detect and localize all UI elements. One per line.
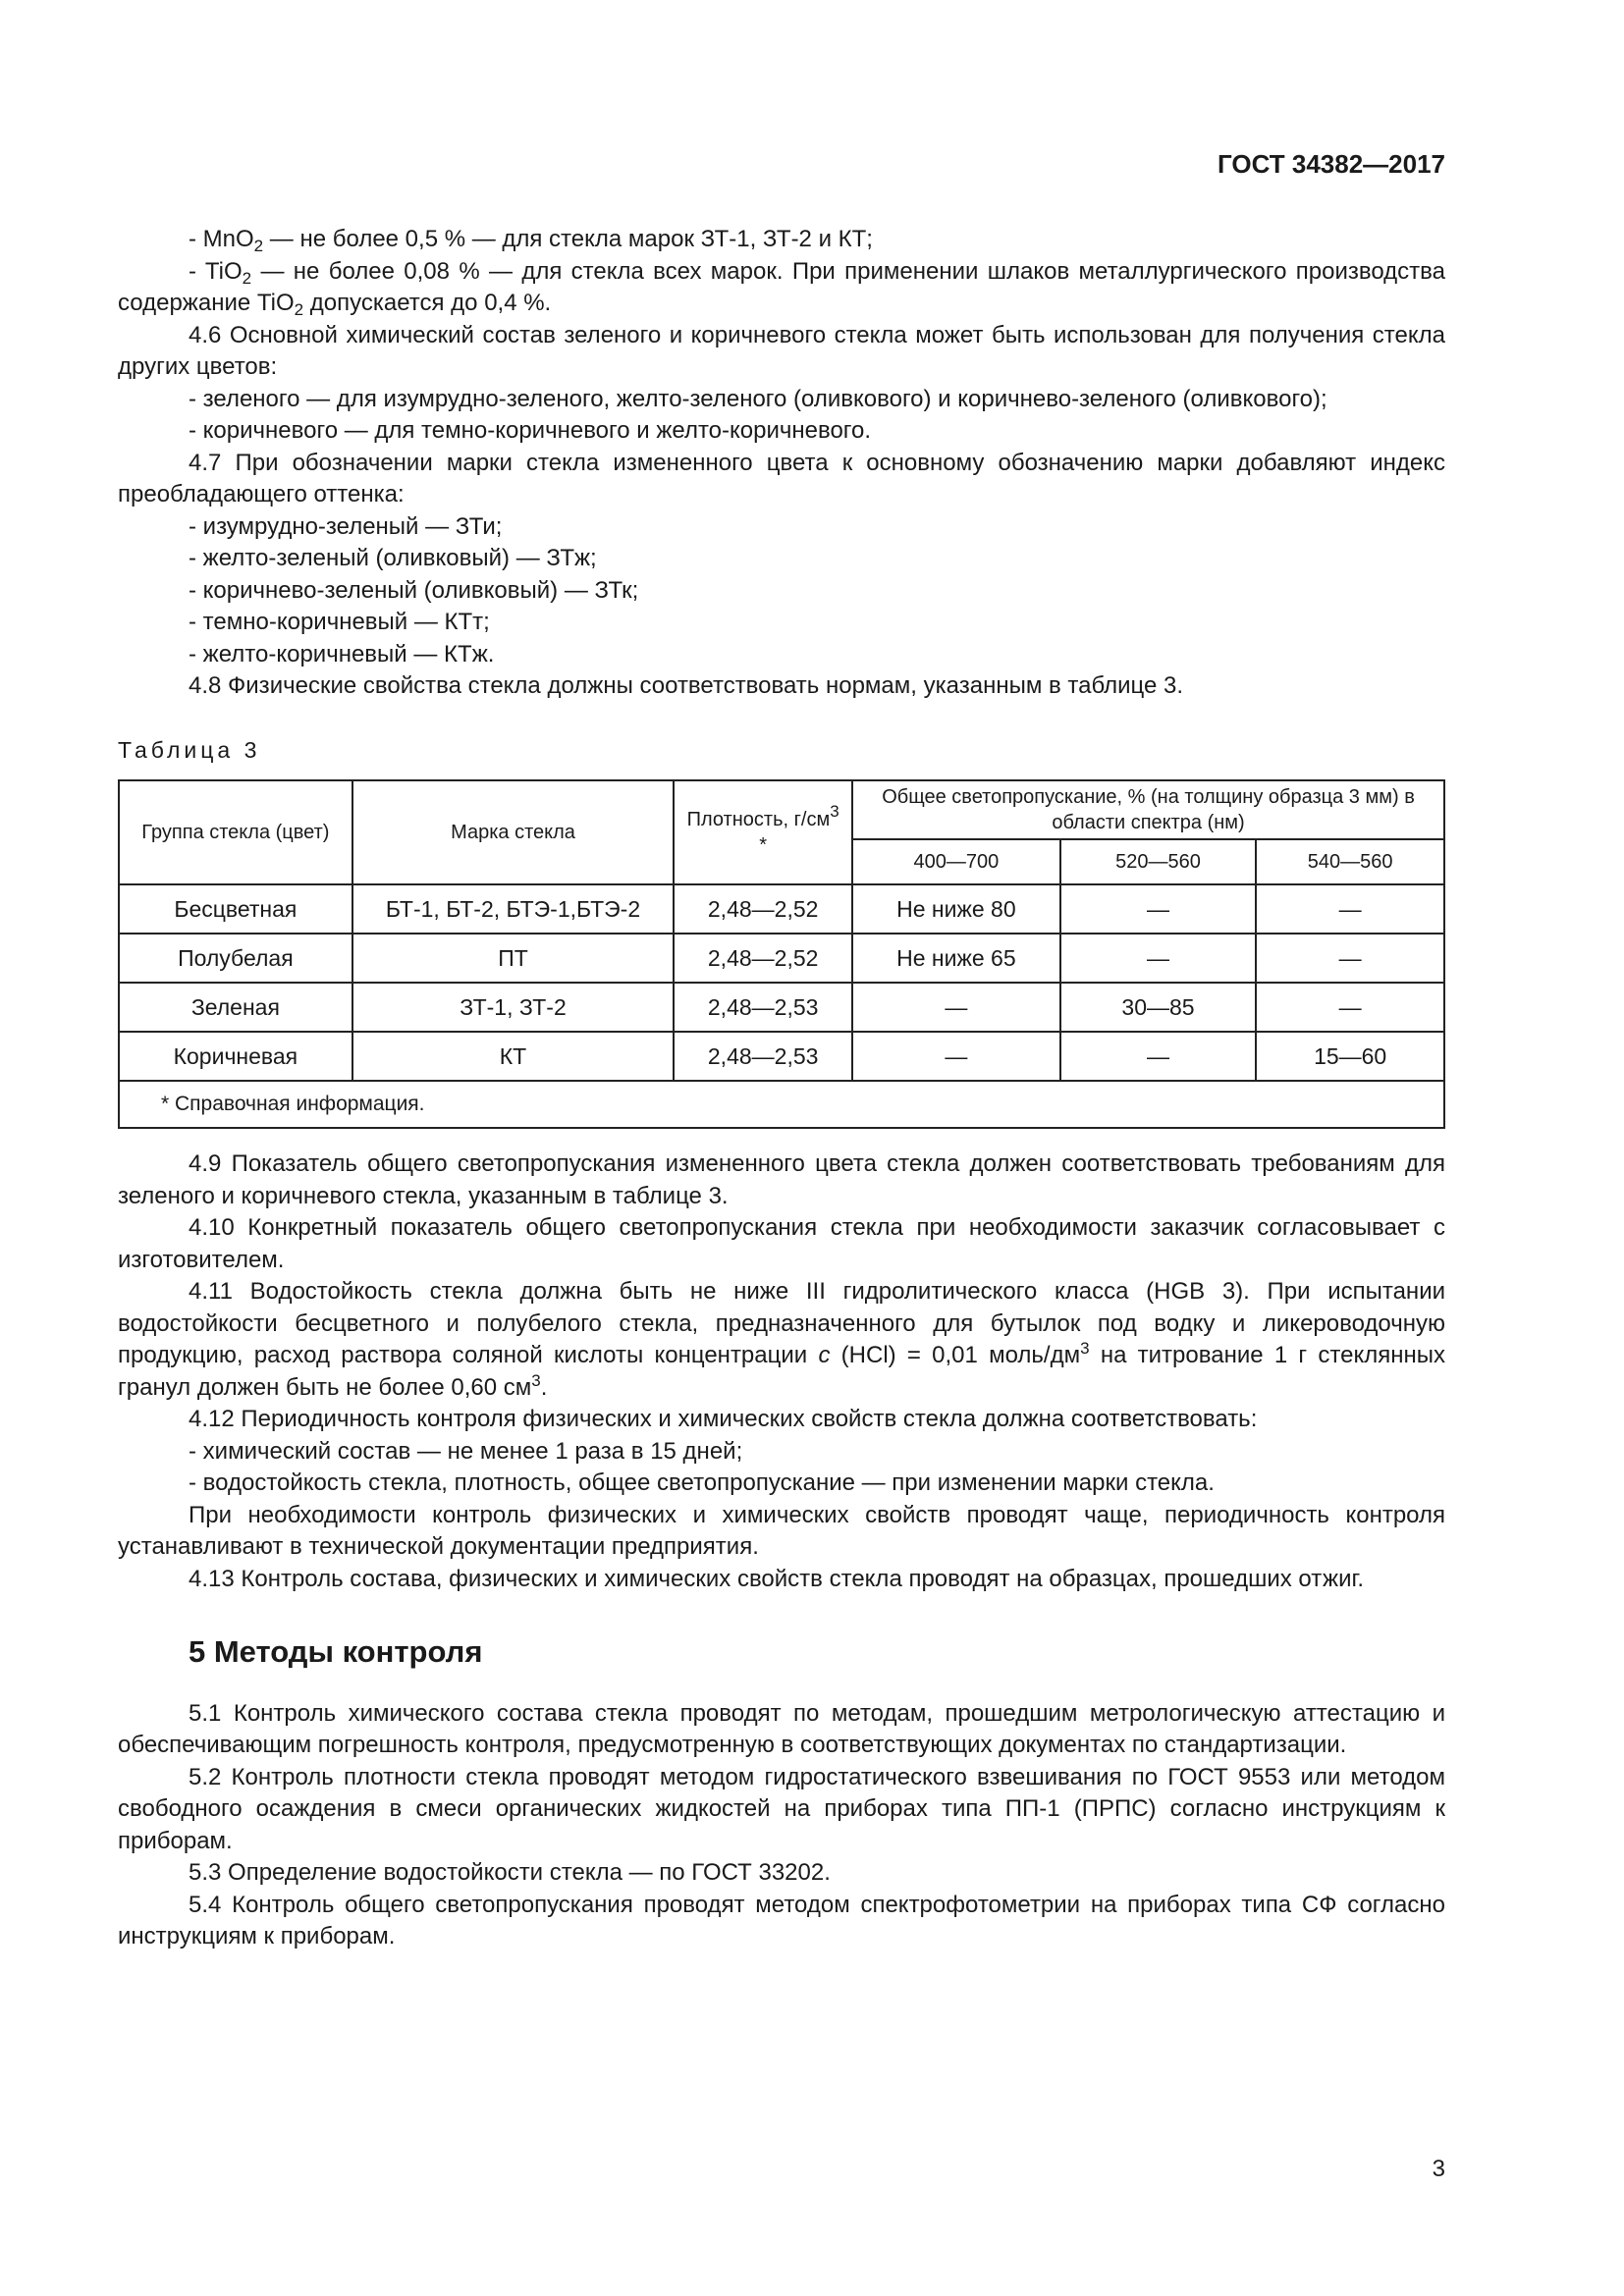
list-item: - коричневого — для темно-коричневого и желто-коричневого.: [189, 417, 872, 444]
table-3: [118, 779, 1445, 1129]
paragraph-4-11: 4.11 Водостойкость стекла должна быть не ниже III гидролитического класса (HGB 3). При испытании водостойкости бесцветного и полубелого стекла, предназначенного для бутылок под водку и ликероводочную продукцию, расход раствора соляной кислоты концентрации с (HCl) = 0,01 моль/$дм^3$ на титрование 1 г стеклянных гранул должен быть не более 0,60 $см^3$.: [118, 1278, 1446, 1401]
subcolumn-header: 520—560: [1060, 839, 1257, 884]
paragraph-4-6: 4.6 Основной химический состав зеленого и коричневого стекла может быть использован для получения стекла других цветов:: [118, 321, 1445, 380]
list-item: - изумрудно-зеленый — ЗТи;: [189, 512, 503, 540]
list-item: - коричнево-зеленый (оливковый) — ЗТк;: [189, 576, 639, 604]
table-row: Полубелая ПТ 2,48—2,52 Не ниже 65 — —: [119, 934, 1444, 983]
column-header-density: Плотность, $г/см^3$ *: [674, 780, 852, 884]
table-row: Коричневая КТ 2,48—2,53 — — 15—60: [119, 1032, 1444, 1081]
paragraph-5-4: 5.4 Контроль общего светопропускания проводят методом спектрофотометрии на приборах типа СФ согласно инструкциям к приборам.: [118, 1891, 1445, 1949]
list-item: - зеленого — для изумрудно-зеленого, желто-зеленого (оливкового) и коричнево-зеленого (оливкового);: [189, 385, 1327, 412]
paragraph-4-13: 4.13 Контроль состава, физических и химических свойств стекла проводят на образцах, прошедших отжиг.: [189, 1565, 1364, 1592]
paragraph-4-12: 4.12 Периодичность контроля физических и химических свойств стекла должна соответствовать:: [189, 1406, 1258, 1432]
column-header-group: Группа стекла (цвет): [119, 780, 352, 884]
table-caption: Таблица 3: [118, 736, 261, 763]
paragraph-4-8: 4.8 Физические свойства стекла должны соответствовать нормам, указанным в таблице 3.: [189, 672, 1184, 699]
list-item: - химический состав — не менее 1 раза в 15 дней;: [189, 1437, 743, 1465]
subcolumn-header: 540—560: [1256, 839, 1444, 884]
paragraph-4-9: 4.9 Показатель общего светопропускания измененного цвета стекла должен соответствовать требованиям для зеленого и коричневого стекла, указанным в таблице 3.: [118, 1150, 1445, 1209]
list-item: - водостойкость стекла, плотность, общее светопропускание — при изменении марки стекла.: [189, 1469, 1215, 1496]
tio2-item: - TiO$_2$ — не более 0,08 % — для стекла всех марок. При применении шлаков металлургического производства содержание TiO$_2$ допускается до 0,4 %.: [118, 257, 1445, 319]
subcolumn-header: 400—700: [852, 839, 1060, 884]
column-header-transmission: Общее светопропускание, % (на толщину образца 3 мм) в области спектра (нм): [852, 780, 1444, 839]
post-table-text: [118, 1148, 1445, 1953]
paragraph-5-1: 5.1 Контроль химического состава стекла проводят по методам, прошедшим метрологическую аттестацию и обеспечивающим погрешность контроля, предусмотренную в соответствующих документах по стандартизации.: [118, 1699, 1445, 1758]
column-header-mark: Марка стекла: [352, 780, 675, 884]
table-footnote-row: [119, 1081, 1444, 1128]
table-row: Зеленая ЗТ-1, ЗТ-2 2,48—2,53 — 30—85 —: [119, 983, 1444, 1032]
paragraph-5-3: 5.3 Определение водостойкости стекла — по ГОСТ 33202.: [189, 1859, 831, 1886]
paragraph-4-10: 4.10 Конкретный показатель общего светопропускания стекла при необходимости заказчик согласовывает с изготовителем.: [118, 1214, 1445, 1273]
page-number: 3: [1432, 2156, 1445, 2182]
paragraph-4-7: 4.7 При обозначении марки стекла измененного цвета к основному обозначению марки добавляют индекс преобладающего оттенка:: [118, 449, 1445, 507]
paragraph-4-12-extra: При необходимости контроль физических и химических свойств проводят чаще, периодичность контроля устанавливают в технической документации предприятия.: [118, 1501, 1445, 1560]
table-row: Бесцветная БТ-1, БТ-2, БТЭ-1,БТЭ-2 2,48—2,52 Не ниже 80 — —: [119, 884, 1444, 934]
list-item: - желто-коричневый — КТж.: [189, 640, 495, 667]
mno2-item: - MnO$_2$ — не более 0,5 % — для стекла марок ЗТ-1, ЗТ-2 и КТ;: [189, 226, 873, 255]
table-footnote: * Справочная информация.: [119, 1081, 1444, 1128]
section-heading: 5 Методы контроля: [189, 1634, 483, 1669]
document-body: [118, 224, 1445, 1953]
list-item: - желто-зеленый (оливковый) — ЗТж;: [189, 545, 597, 571]
document-code-header: ГОСТ 34382—2017: [1218, 149, 1445, 179]
paragraph-5-2: 5.2 Контроль плотности стекла проводят методом гидростатического взвешивания по ГОСТ 9553 или методом свободного осаждения в смеси органических жидкостей на приборах типа ПП-1 (ПРПС) согласно инструкциям к приборам.: [118, 1763, 1445, 1854]
list-item: - темно-коричневый — КТт;: [189, 609, 490, 635]
